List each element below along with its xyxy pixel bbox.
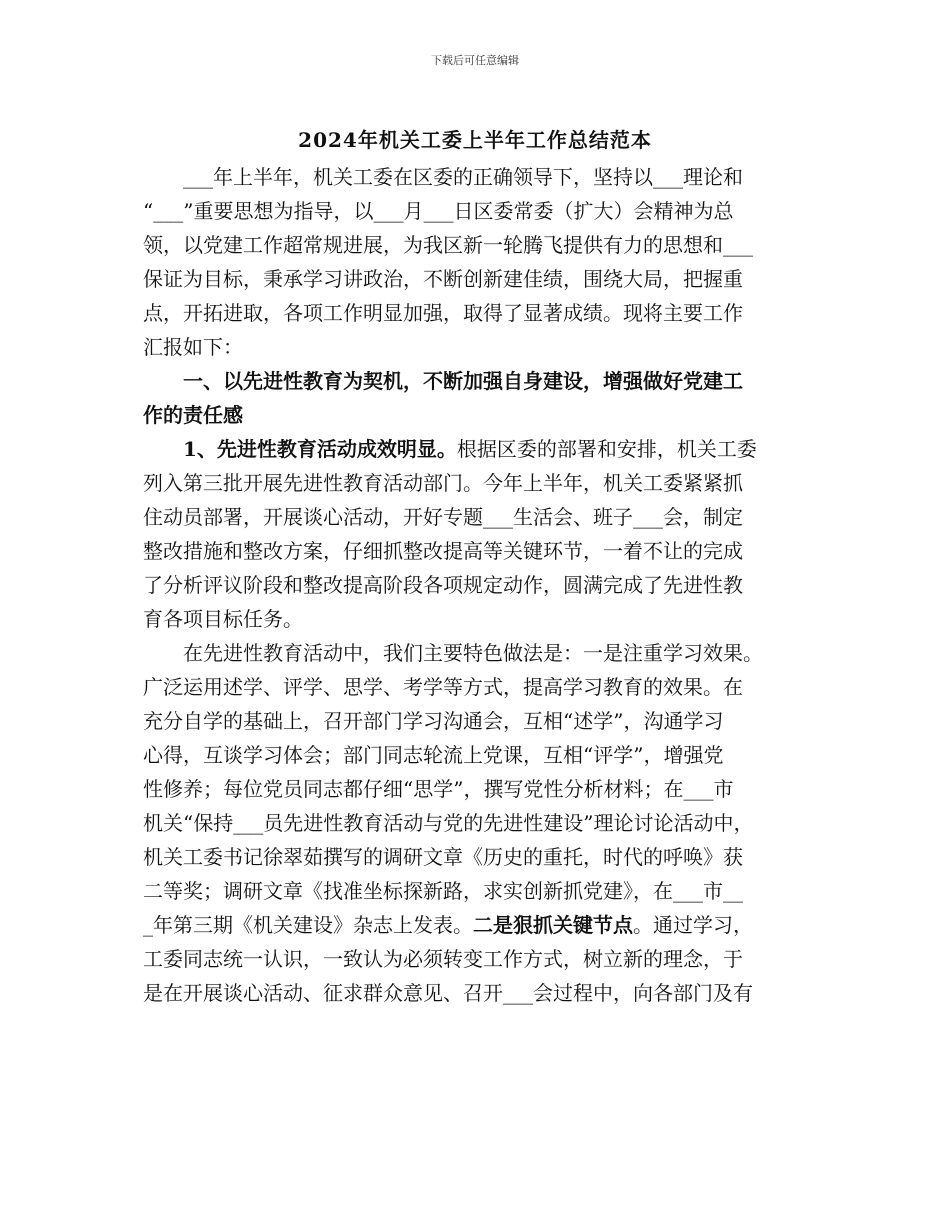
paragraph-line: 充分自学的基础上，召开部门学习沟通会，互相“述学”，沟通学习 xyxy=(143,709,724,733)
paragraph-line: 机关工委书记徐翠茹撰写的调研文章《历史的重托，时代的呼唤》获 xyxy=(143,845,743,869)
paragraph-line: 是在开展谈心活动、征求群众意见、召开___会过程中，向各部门及有 xyxy=(143,981,753,1005)
paragraph-line: 汇报如下： xyxy=(143,335,243,359)
paragraph-line: 列入第三批开展先进性教育活动部门。今年上半年，机关工委紧紧抓 xyxy=(143,471,743,495)
paragraph-line: 保证为目标，秉承学习讲政治，不断创新建佳绩，围绕大局，把握重 xyxy=(143,267,743,291)
document-body xyxy=(143,160,813,1010)
emphasis-inline: 二是狠抓关键节点 xyxy=(473,913,633,937)
paragraph-line: 广泛运用述学、评学、思学、考学等方式，提高学习教育的效果。在 xyxy=(143,675,743,699)
section-heading-line: 一、以先进性教育为契机，不断加强自身建设，增强做好党建工 xyxy=(143,369,743,393)
paragraph-line: 在先进性教育活动中，我们主要特色做法是：一是注重学习效果。 xyxy=(143,641,763,665)
paragraph-line: ___年上半年，机关工委在区委的正确领导下，坚持以___理论和 xyxy=(143,165,743,189)
subheading-inline: 1、先进性教育活动成效明显。 xyxy=(143,437,457,461)
paragraph-line: 机关“保持___员先进性教育活动与党的先进性建设”理论讨论活动中， xyxy=(143,811,754,835)
paragraph-line: 二等奖；调研文章《找准坐标探新路，求实创新抓党建》，在___市__ xyxy=(143,879,743,903)
document-title: 2024年机关工委上半年工作总结范本 xyxy=(298,128,652,152)
header-note: 下载后可任意编辑 xyxy=(431,54,519,67)
paragraph-line: 工委同志统一认识，一致认为必须转变工作方式，树立新的理念，于 xyxy=(143,947,743,971)
paragraph-line: 育各项目标任务。 xyxy=(143,607,303,631)
paragraph-line: 住动员部署，开展谈心活动，开好专题___生活会、班子___会，制定 xyxy=(143,505,743,529)
paragraph-line: “___”重要思想为指导，以___月___日区委常委（扩大）会精神为总 xyxy=(143,199,734,223)
paragraph-line: 了分析评议阶段和整改提高阶段各项规定动作，圆满完成了先进性教 xyxy=(143,573,743,597)
paragraph-line: _年第三期《机关建设》杂志上发表。二是狠抓关键节点。通过学习， xyxy=(143,913,753,937)
paragraph-line: 整改措施和整改方案，仔细抓整改提高等关键环节，一着不让的完成 xyxy=(143,539,743,563)
paragraph-line: 领，以党建工作超常规进展，为我区新一轮腾飞提供有力的思想和___ xyxy=(143,233,753,257)
paragraph-line: 点，开拓进取，各项工作明显加强，取得了显著成绩。现将主要工作 xyxy=(143,301,743,325)
paragraph-line: 1、先进性教育活动成效明显。根据区委的部署和安排，机关工委 xyxy=(143,437,757,461)
paragraph-line: 性修养；每位党员同志都仔细“思学”，撰写党性分析材料；在___市 xyxy=(143,777,734,801)
paragraph-line: 心得，互谈学习体会；部门同志轮流上党课，互相“评学”，增强党 xyxy=(143,743,724,767)
section-heading-line: 作的责任感 xyxy=(143,403,243,427)
